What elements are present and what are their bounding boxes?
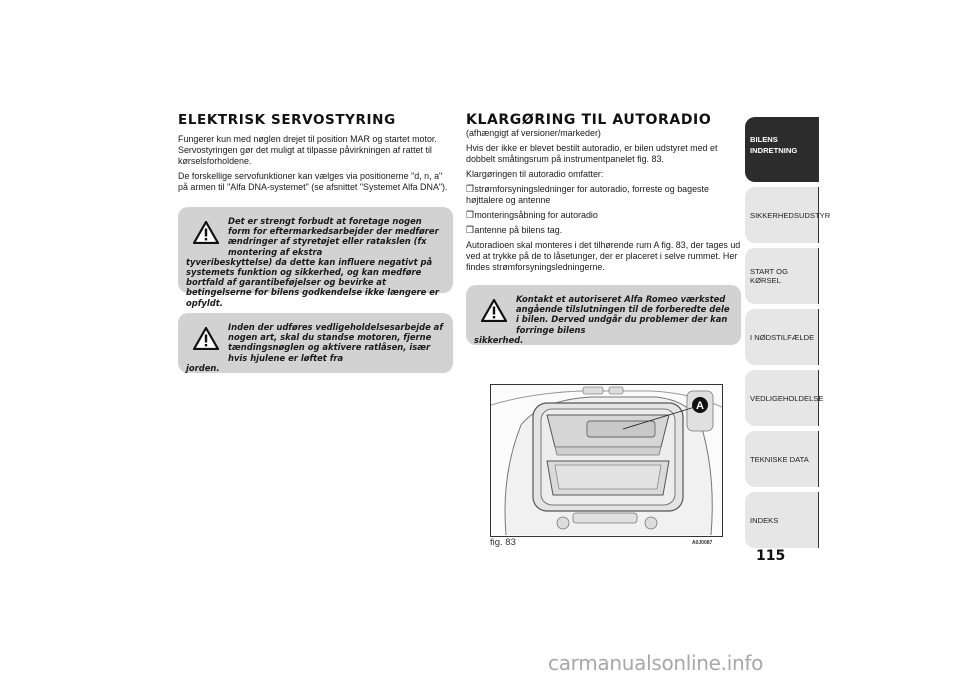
warning-text: Inden der udføres vedligeholdelsesarbejde af nogen art, skal du standse motoren, fjerne tændingsnøglen og aktivere ratlåsen, især hvis hjulene er løftet fra bbox=[228, 322, 443, 363]
tab-vedligeholdelse[interactable] bbox=[745, 370, 824, 426]
figure-caption: fig. 83 bbox=[490, 537, 516, 548]
warning-text: Kontakt et autoriseret Alfa Romeo værksted angående tilslutningen til de forberedte dele i bilen. Derved undgår du problemer der kan forringe bilens bbox=[516, 294, 730, 335]
tab-label: INDEKS bbox=[750, 515, 779, 525]
section-title-autoradio: KLARGØRING TIL AUTORADIO bbox=[466, 112, 712, 128]
bullet-box-icon: ❒ bbox=[466, 210, 475, 221]
list-item bbox=[466, 184, 741, 206]
bullet-box-icon: ❒ bbox=[466, 225, 475, 236]
warning-triangle-icon bbox=[481, 299, 507, 322]
storage-compartment-drawing bbox=[491, 385, 722, 536]
chapter-tabs bbox=[745, 117, 831, 553]
warning-text: tyveribeskyttelse) da dette kan influere negativt på systemets funktion og sikkerhed, og kan medføre bortfald af garantibeføjelser og bevirke at betingelserne for bilens godkendelse ikke længere er opfyldt. bbox=[186, 256, 440, 308]
right-column bbox=[466, 112, 741, 345]
figure-83-illustration bbox=[490, 384, 723, 537]
tab-label: START OG KØRSEL bbox=[750, 267, 788, 285]
warning-box bbox=[178, 313, 453, 373]
tab-label: BILENS INDRETNING bbox=[750, 135, 798, 155]
tab-start-og-korsel[interactable] bbox=[745, 248, 819, 304]
watermark: carmanualsonline.info bbox=[548, 651, 764, 675]
bullet-box-icon: ❒ bbox=[466, 184, 475, 195]
paragraph: Hvis der ikke er blevet bestilt autoradio, er bilen udstyret med et dobbelt småtingsrum på instrumentpanelet fig. 83. bbox=[466, 143, 718, 165]
warning-text: jorden. bbox=[186, 362, 220, 373]
warning-text: sikkerhed. bbox=[474, 334, 524, 345]
warning-box bbox=[178, 207, 453, 308]
section-title-servostyring: ELEKTRISK SERVOSTYRING bbox=[178, 112, 396, 128]
tab-indeks[interactable] bbox=[745, 492, 819, 548]
tab-i-nodstilfaelde[interactable] bbox=[745, 309, 819, 365]
tab-label: SIKKERHEDSUDSTYR bbox=[750, 210, 831, 220]
tab-label: I NØDSTILFÆLDE bbox=[750, 332, 815, 342]
tab-tekniske-data[interactable] bbox=[745, 431, 819, 487]
list-item-text: strømforsyningsledninger for autoradio, forreste og bageste højttalere og antenne bbox=[466, 184, 709, 206]
list-item-text: monteringsåbning for autoradio bbox=[474, 210, 598, 221]
paragraph: Fungerer kun med nøglen drejet til position MAR og startet motor. Servostyringen gør det muligt at tilpasse påvirkningen af rattet til kørselsforholdene. bbox=[178, 134, 437, 167]
paragraph: Klargøringen til autoradio omfatter: bbox=[466, 169, 604, 180]
left-column bbox=[178, 112, 453, 373]
callout-a: A bbox=[696, 400, 704, 412]
warning-text: Det er strengt forbudt at foretage nogen form for eftermarkedsarbejder der medfører ændringer af styretøjet eller ratakslen (fx montering af ekstra bbox=[228, 216, 439, 257]
paragraph: Autoradioen skal monteres i det tilhørende rum A fig. 83, der tages ud ved at trykke på de to låsetunger, der er placeret i selve rummet. Her findes strømforsyningsledningerne. bbox=[466, 240, 741, 273]
list-item-text: antenne på bilens tag. bbox=[474, 225, 563, 236]
warning-triangle-icon bbox=[193, 221, 219, 244]
tab-bilens-indretning[interactable] bbox=[745, 117, 819, 182]
page-number: 115 bbox=[756, 548, 786, 564]
tab-label: VEDLIGEHOLDELSE bbox=[750, 393, 824, 403]
figure-code: A0J0087 bbox=[692, 540, 713, 546]
list-item bbox=[466, 225, 741, 236]
tab-label: TEKNISKE DATA bbox=[750, 454, 809, 464]
paragraph: De forskellige servofunktioner kan vælges via positionerne "d, n, a" på armen til "Alfa DNA-systemet" (se afsnittet "Systemet Alfa DNA"). bbox=[178, 171, 448, 193]
warning-box bbox=[466, 285, 741, 345]
subtitle: (afhængigt af versioner/markeder) bbox=[466, 128, 601, 139]
tab-sikkerhedsudstyr[interactable] bbox=[745, 187, 831, 243]
warning-triangle-icon bbox=[193, 327, 219, 350]
list-item bbox=[466, 210, 741, 221]
